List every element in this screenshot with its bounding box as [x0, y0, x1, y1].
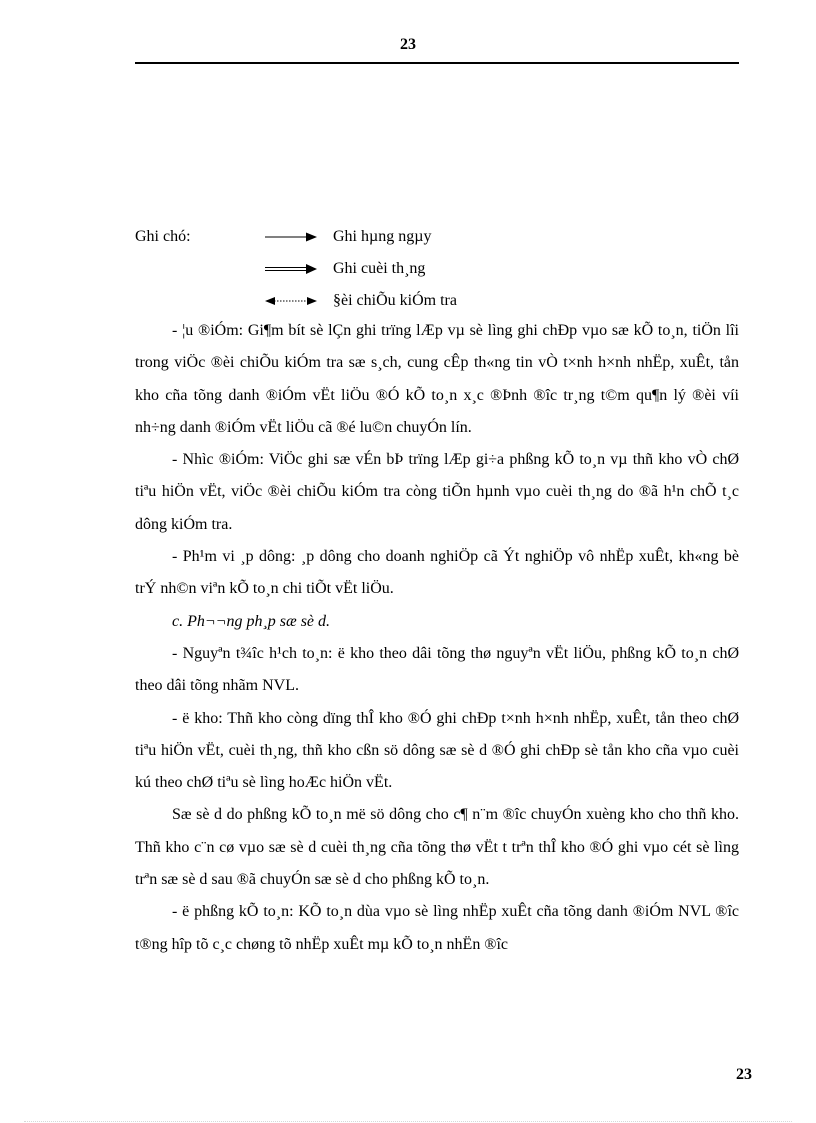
paragraph-scope: - Ph¹m vi ¸p dông: ¸p dông cho doanh nghiÖp cã Ýt nghiÖp vô nhËp xuÊt, kh«ng bè trÝ nh©n viªn kÕ to¸n chi tiÕt vËt liÖu. [135, 548, 739, 598]
legend-label: Ghi chó: [135, 228, 191, 245]
footer-page-number: 23 [736, 1066, 752, 1083]
legend-text-daily: Ghi hµng ngµy [333, 228, 432, 245]
header-page-number: 23 [400, 36, 416, 53]
double-arrow-icon [265, 262, 317, 276]
legend-text-check: §èi chiÕu kiÓm tra [333, 292, 457, 309]
paragraph-principle: - Nguyªn t¾îc h¹ch to¸n: ë kho theo dâi tõng thø nguyªn vËt liÖu, phßng kÕ to¸n chØ theo dâi tõng nhãm NVL. [135, 644, 739, 695]
dotted-double-headed-arrow-icon [265, 294, 317, 308]
section-heading: c. Ph¬¬ng ph¸p sæ sè d. [172, 612, 331, 630]
paragraph-balance-book: Sæ sè d do phßng kÕ to¸n më sö dông cho c¶ n¨m ®îc chuyÓn xuèng kho cho thñ kho. Thñ kho c¨n cø vµo sæ sè d cuèi th¸ng cña tõng thø vËt t trªn thÎ kho ®Ó ghi vµo cét sè lìng trªn sæ sè d sau ®ã chuyÓn sæ sè d cho phßng kÕ to¸n. [135, 806, 739, 889]
single-arrow-icon [265, 230, 317, 244]
paragraph-warehouse: - ë kho: Thñ kho còng dïng thÎ kho ®Ó ghi chÐp t×nh h×nh nhËp, xuÊt, tån theo chØ tiªu hiÖn vËt, cuèi th¸ng, thñ kho cßn sö dông sæ sè d ®Ó ghi chÐp sè tån kho cña vµo cuèi kú theo chØ tiªu sè lìng hoÆc hiÖn vËt. [135, 709, 739, 792]
footer-dotted-border [24, 1121, 792, 1122]
legend-text-monthly: Ghi cuèi th¸ng [333, 260, 426, 277]
paragraph-accounting: - ë phßng kÕ to¸n: KÕ to¸n dùa vµo sè lìng nhËp xuÊt cña tõng danh ®iÓm NVL ®îc t®ng hîp tõ c¸c chøng tõ nhËp xuÊt mµ kÕ to¸n nhËn ®îc [135, 903, 739, 953]
header-rule [135, 62, 739, 64]
legend-row-daily [135, 226, 535, 248]
legend-row-check [135, 290, 535, 312]
body-text [135, 315, 739, 961]
paragraph-disadvantages: - Nhìc ®iÓm: ViÖc ghi sæ vÉn bÞ trïng lÆp gi÷a phßng kÕ to¸n vµ thñ kho vÒ chØ tiªu hiÖn vËt, viÖc ®èi chiÕu kiÓm tra còng tiÕn hµnh vµo cuèi th¸ng do ®ã h¹n chÕ t¸c dông kiÓm tra. [135, 451, 739, 533]
legend-row-monthly [135, 258, 535, 280]
paragraph-advantages: - ¦u ®iÓm: Gi¶m bít sè lÇn ghi trïng lÆp vµ sè lìng ghi chÐp vµo sæ kÕ to¸n, tiÖn lîi trong viÖc ®èi chiÕu kiÓm tra sæ s¸ch, cung cÊp th«ng tin vÒ t×nh h×nh nhËp, xuÊt, tån kho cña tõng danh ®iÓm vËt liÖu ®Ó kÕ to¸n x¸c ®Þnh ®îc tr¸ng t©m qu¶n lý ®èi víi nh÷ng danh ®iÓm vËt liÖu cã ®é lu©n chuyÓn lín. [135, 322, 739, 436]
